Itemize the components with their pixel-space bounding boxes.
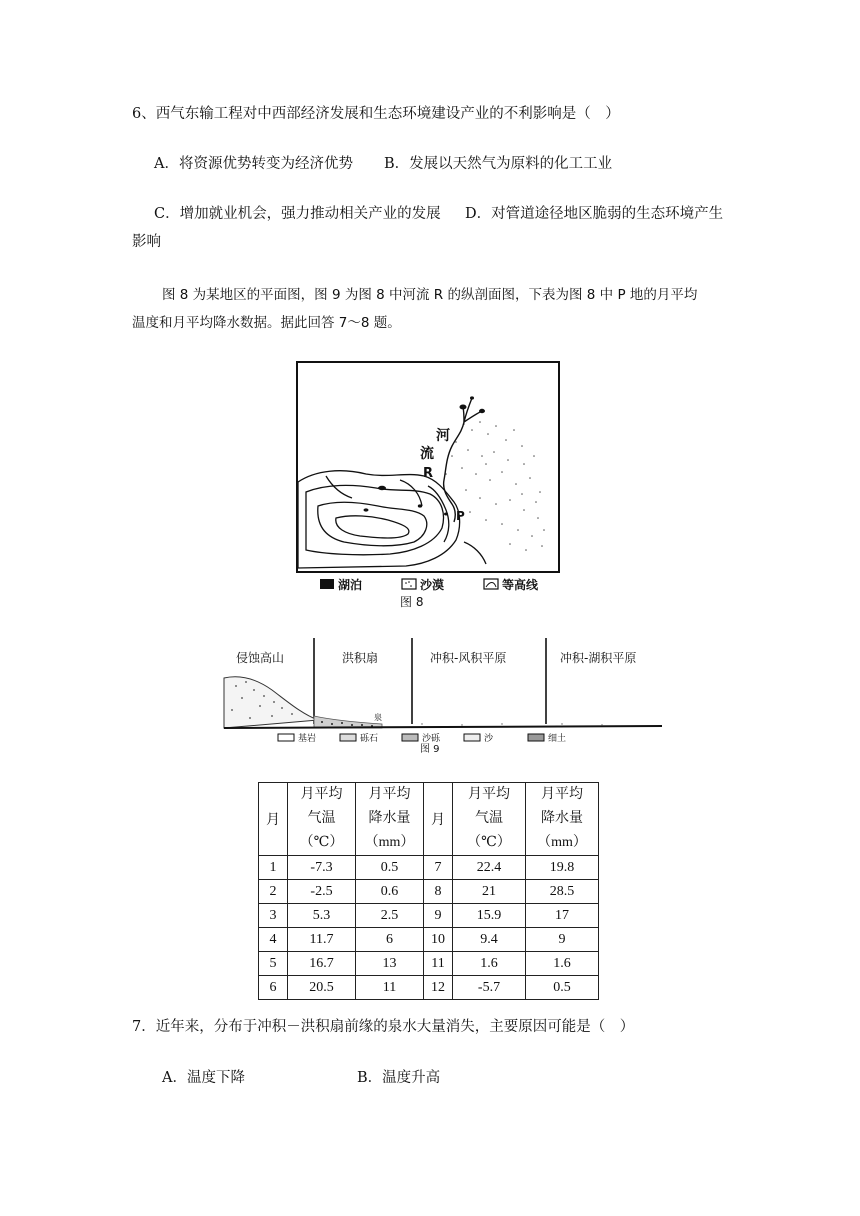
q6-option-d-cont: 影响 <box>132 234 161 250</box>
table-cell: 2.5 <box>356 904 424 928</box>
table-cell: 21 <box>453 880 526 904</box>
legend-contour-label: 等高线 <box>502 578 539 592</box>
ground-line <box>224 726 662 728</box>
q7-option-a: A．温度下降 <box>162 1070 245 1086</box>
intro-line-2: 温度和月平均降水数据。据此回答 7～8 题。 <box>132 315 401 331</box>
q7-option-b: B．温度升高 <box>357 1070 441 1086</box>
q6-option-b: B．发展以天然气为原料的化工工业 <box>384 156 613 172</box>
legend-bedrock-label: 基岩 <box>298 734 317 744</box>
table-cell: 16.7 <box>288 952 356 976</box>
table-cell: 12 <box>424 976 453 1000</box>
intro-line-1: 图 8 为某地区的平面图，图 9 为图 8 中河流 R 的纵剖面图，下表为图 8 中 P 地的月平均 <box>162 287 698 303</box>
table-cell: -5.7 <box>453 976 526 1000</box>
table-cell: 2 <box>259 880 288 904</box>
table-cell: 3 <box>259 904 288 928</box>
legend-desert-label: 沙漠 <box>420 578 445 592</box>
table-row <box>259 928 599 952</box>
table-cell: 0.6 <box>356 880 424 904</box>
table-cell: 15.9 <box>453 904 526 928</box>
river-char-2: 流 <box>420 446 434 462</box>
table-cell: 0.5 <box>526 976 599 1000</box>
zone-label-3: 冲积-风积平原 <box>430 651 507 665</box>
zone-label-4: 冲积-湖积平原 <box>560 651 637 665</box>
q6-option-c: C．增加就业机会，强力推动相关产业的发展 <box>154 206 441 222</box>
table-cell: 28.5 <box>526 880 599 904</box>
climate-data-table <box>258 782 599 1000</box>
legend-gravel-label: 砾石 <box>360 734 379 744</box>
q6-stem: 6、西气东输工程对中西部经济发展和生态环境建设产业的不利影响是（ ） <box>132 106 620 122</box>
table-row <box>259 952 599 976</box>
table-cell: 17 <box>526 904 599 928</box>
table-cell: 1 <box>259 856 288 880</box>
table-cell: 13 <box>356 952 424 976</box>
table-cell: 19.8 <box>526 856 599 880</box>
table-cell: 4 <box>259 928 288 952</box>
zone-label-2: 洪积扇 <box>342 651 379 665</box>
table-cell: 22.4 <box>453 856 526 880</box>
figure-8-map <box>296 360 560 610</box>
figure-9-profile <box>222 636 664 754</box>
table-cell: 6 <box>259 976 288 1000</box>
legend-desert-swatch <box>402 579 416 589</box>
legend-silt-label: 细土 <box>548 734 567 744</box>
figure-9-caption: 图 9 <box>420 744 440 754</box>
legend-lake-swatch <box>320 579 334 589</box>
header-temp-1: 月平均 气温 （℃） <box>288 783 356 856</box>
table-cell: 8 <box>424 880 453 904</box>
table-row <box>259 976 599 1000</box>
river-char-1: 河 <box>436 428 450 444</box>
table-row <box>259 856 599 880</box>
point-label-p: P <box>456 509 465 523</box>
table-row <box>259 880 599 904</box>
table-cell: 11 <box>356 976 424 1000</box>
table-cell: 7 <box>424 856 453 880</box>
table-cell: 0.5 <box>356 856 424 880</box>
header-precip-1: 月平均 降水量 （mm） <box>356 783 424 856</box>
header-temp-2: 月平均 气温 （℃） <box>453 783 526 856</box>
spring-label: 泉 <box>374 713 382 722</box>
table-cell: -7.3 <box>288 856 356 880</box>
header-month-2: 月 <box>424 783 453 856</box>
table-cell: 9 <box>526 928 599 952</box>
table-cell: 9.4 <box>453 928 526 952</box>
legend-lake-label: 湖泊 <box>338 578 363 592</box>
q6-option-a: A．将资源优势转变为经济优势 <box>154 156 353 172</box>
zone-label-1: 侵蚀高山 <box>236 651 285 665</box>
q6-option-d: D．对管道途径地区脆弱的生态环境产生 <box>465 206 724 222</box>
table-header-row <box>259 783 599 856</box>
table-cell: 11 <box>424 952 453 976</box>
legend-sand-label: 沙 <box>484 734 494 744</box>
table-cell: 11.7 <box>288 928 356 952</box>
table-row <box>259 904 599 928</box>
figure-8-caption: 图 8 <box>400 595 424 609</box>
table-cell: 1.6 <box>453 952 526 976</box>
legend-contour-swatch <box>484 579 498 589</box>
table-cell: -2.5 <box>288 880 356 904</box>
table-cell: 9 <box>424 904 453 928</box>
figure-9-legend <box>278 732 566 744</box>
table-cell: 5.3 <box>288 904 356 928</box>
table-cell: 5 <box>259 952 288 976</box>
q7-stem: 7．近年来，分布于冲积－洪积扇前缘的泉水大量消失，主要原因可能是（ ） <box>132 1019 635 1035</box>
header-precip-2: 月平均 降水量 （mm） <box>526 783 599 856</box>
table-cell: 20.5 <box>288 976 356 1000</box>
river-label-r: R <box>423 466 434 481</box>
table-cell: 1.6 <box>526 952 599 976</box>
legend-sandgravel-label: 沙砾 <box>422 734 441 744</box>
table-cell: 6 <box>356 928 424 952</box>
table-cell: 10 <box>424 928 453 952</box>
header-month-1: 月 <box>259 783 288 856</box>
